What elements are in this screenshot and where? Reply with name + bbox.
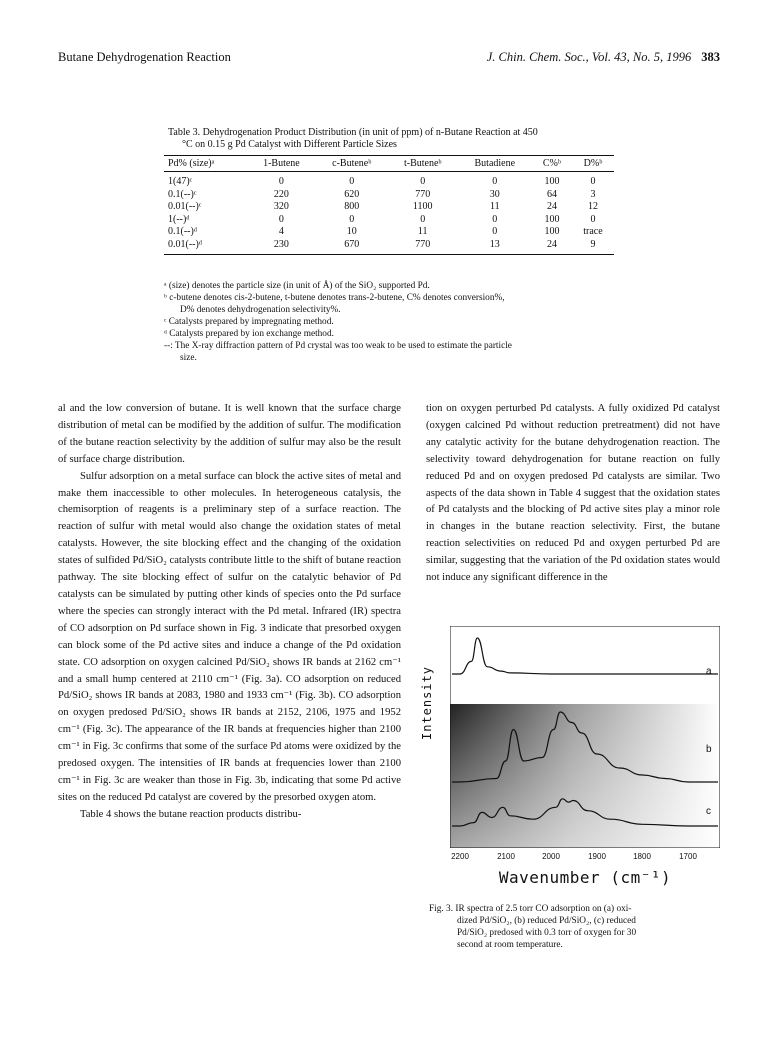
table-cell: 620: [344, 188, 360, 200]
table-header: c-Buteneᵇ: [316, 156, 388, 172]
right-text-column: [426, 401, 720, 587]
table-cell: 0: [420, 213, 426, 225]
table-cell: 24: [532, 239, 572, 255]
table-cell: 100: [544, 226, 560, 237]
table-cell: 220: [273, 188, 289, 200]
table-cell: 9: [572, 239, 614, 255]
table-cell: 0: [492, 176, 498, 187]
x-tick: 1700: [679, 852, 697, 861]
table-cell: 11: [489, 201, 500, 212]
footnote: ᵈ Catalysts prepared by ion exchange method.: [164, 329, 334, 339]
table-cell: 0.1(--)ᶜ: [168, 188, 197, 200]
x-tick: 2100: [497, 852, 515, 861]
table-cell: 100: [544, 213, 560, 225]
table-cell: 0: [590, 176, 596, 187]
table-header: 1-Butene: [247, 156, 315, 172]
x-tick: 2200: [451, 852, 469, 861]
table-cell: 3: [590, 188, 596, 200]
table-row: [164, 189, 614, 202]
table-header: D%ᵇ: [572, 156, 614, 172]
table-caption-line-2: °C on 0.15 g Pd Catalyst with Different Particle Sizes: [182, 139, 397, 150]
table-footnotes: [164, 280, 604, 364]
spectra-plot: [450, 626, 720, 848]
table-cell: 4: [278, 226, 284, 237]
table-cell: 670: [316, 239, 388, 255]
table-cell: 1100: [412, 201, 433, 212]
footnote: ᵇ c-butene denotes cis-2-butene, t-butene denotes trans-2-butene, C% denotes conversion%,: [164, 293, 505, 303]
table-cell: 770: [388, 239, 458, 255]
x-axis-label: Wavenumber (cm⁻¹): [498, 868, 672, 887]
figure-caption: [429, 903, 721, 951]
x-tick: 1900: [588, 852, 606, 861]
left-text-column: [58, 401, 401, 824]
paragraph: Table 4 shows the butane reaction products distribu-: [80, 808, 302, 820]
table-cell: 0: [349, 176, 355, 187]
y-axis-label: Intensity: [420, 665, 434, 740]
table-row: [164, 214, 614, 227]
trace-label-c: c: [706, 806, 711, 817]
table-cell: 0.01(--)ᶜ: [168, 201, 202, 212]
trace-label-b: b: [706, 744, 712, 755]
table-cell: 1(47)ᶜ: [168, 176, 193, 187]
page-number: 383: [701, 50, 720, 64]
journal-citation: J. Chin. Chem. Soc., Vol. 43, No. 5, 1996: [486, 50, 692, 64]
table-header: C%ᵇ: [532, 156, 572, 172]
table-cell: 230: [247, 239, 315, 255]
figure-caption-line: second at room temperature.: [457, 940, 563, 950]
table-row: [164, 172, 614, 189]
table-caption: [168, 127, 638, 151]
footnote: ᶜ Catalysts prepared by impregnating method.: [164, 317, 334, 327]
table-row: [164, 239, 614, 255]
trace-label-a: a: [706, 666, 712, 677]
table-cell: 0: [590, 213, 596, 225]
table-cell: 800: [344, 201, 360, 212]
table-cell: 0.1(--)ᵈ: [168, 226, 197, 237]
table-cell: 12: [587, 201, 598, 212]
table-cell: 0.01(--)ᵈ: [164, 239, 247, 255]
footnote: size.: [180, 353, 197, 363]
ir-spectra-figure: [450, 626, 720, 848]
table-row: [164, 201, 614, 214]
table-header: Butadiene: [458, 156, 532, 172]
paragraph: al and the low conversion of butane. It is well known that the surface charge distribution of metal can be modified by the addition of sulfur. The modification of the butane reaction selectivity by the addition of sulfur may also be the result of surface charge distribution.: [58, 403, 401, 465]
x-tick: 2000: [542, 852, 560, 861]
table-cell: 0: [420, 176, 426, 187]
table-header: Pd% (size)ᵃ: [164, 156, 247, 172]
table-cell: 320: [273, 201, 289, 212]
x-tick: 1800: [633, 852, 651, 861]
footnote: D% denotes dehydrogenation selectivity%.: [180, 305, 341, 315]
table-cell: 64: [546, 188, 557, 200]
table-row: [164, 226, 614, 239]
table-cell: 10: [346, 226, 357, 237]
product-distribution-table: [164, 155, 614, 255]
footnote: ᵃ (size) denotes the particle size (in unit of Å) of the SiO₂ supported Pd.: [164, 281, 430, 291]
table-cell: 0: [492, 213, 498, 225]
running-header-title: Butane Dehydrogenation Reaction: [58, 50, 231, 64]
table-cell: 24: [546, 201, 557, 212]
table-cell: 100: [544, 176, 560, 187]
table-cell: 0: [278, 176, 284, 187]
table-cell: 0: [278, 213, 284, 225]
figure-caption-line: dized Pd/SiO₂, (b) reduced Pd/SiO₂, (c) reduced: [457, 916, 636, 926]
running-header-journal: [487, 50, 720, 65]
table-cell: 11: [417, 226, 428, 237]
figure-caption-line: Fig. 3. IR spectra of 2.5 torr CO adsorption on (a) oxi-: [429, 904, 632, 914]
table-cell: 13: [458, 239, 532, 255]
table-cell: 1(--)ᵈ: [168, 213, 190, 225]
footnote: --: The X-ray diffraction pattern of Pd crystal was too weak to be used to estimate the particle: [164, 341, 512, 351]
figure-caption-line: Pd/SiO₂ predosed with 0.3 torr of oxygen for 30: [457, 928, 637, 938]
table-header: t-Buteneᵇ: [388, 156, 458, 172]
table-cell: trace: [583, 226, 603, 237]
table-cell: 770: [415, 188, 431, 200]
table-cell: 0: [349, 213, 355, 225]
table-caption-line-1: Table 3. Dehydrogenation Product Distribution (in unit of ppm) of n-Butane Reaction at 450: [168, 127, 538, 138]
table-cell: 30: [489, 188, 500, 200]
table-cell: 0: [492, 226, 498, 237]
paragraph: Sulfur adsorption on a metal surface can block the active sites of metal and make them inaccessible to other molecules. In heterogeneous catalysis, the chemisorption of reagents is a preliminary step of a surface reaction. The reaction of sulfur with metal would also change the oxidation states of metal catalysts. However, the site blocking effect and the changing of the oxidation states of sulfided Pd/SiO₂ catalysts contribute little to the shift of butane reaction pathway. The site blocking effect of sulfur on the catalytic behavior of Pd catalysts can be simulated by putting other kinds of species onto the Pd surface where the species can strongly interact with the Pd metal. Infrared (IR) spectra of CO adsorption on Pd surface shown in Fig. 3 indicate that presorbed oxygen can block some of the Pd active sites and induce a change of the Pd oxidation state. CO adsorption on oxygen calcined Pd/SiO₂ shows IR bands at 2162 cm⁻¹ and a small hump centered at 2110 cm⁻¹ (Fig. 3a). CO adsorption on reduced Pd/SiO₂ shows IR bands at 2083, 1980 and 1933 cm⁻¹ (Fig. 3b). CO adsorption on oxygen predosed Pd/SiO₂ shows IR bands at 2152, 2106, 1975 and 1952 cm⁻¹ (Fig. 3c). The appearance of the IR bands at frequencies higher than 2100 cm⁻¹ in Fig. 3c confirms that some of the surface Pd atoms were oxidized by the predosed oxygen. The intensities of IR bands at frequencies lower than 2100 cm⁻¹ in Fig. 3c are weaker than those in Fig. 3b, indicating that some Pd active sites on the reduced Pd catalyst are covered by the presorbed oxygen atom.: [58, 470, 401, 803]
spectrum-trace-a: [452, 638, 718, 674]
paragraph: tion on oxygen perturbed Pd catalysts. A fully oxidized Pd catalyst (oxygen calcined Pd without reduction pretreatment) did not have any catalytic activity for the butane dehydrogenation reaction. The selectivity toward dehydrogenation for butane reaction on fully reduced Pd and on oxygen predosed Pd catalysts are similar. Two aspects of the data shown in Table 4 suggest that the oxidation states of Pd catalysts and the blocking of Pd active sites play a minor role in changes in the butane reaction selectivity. First, the butane reaction selectivities on reduced Pd and oxygen perturbed Pd are similar, suggesting that the variation of the Pd oxidation states would not induce any significant difference in the: [426, 403, 720, 584]
